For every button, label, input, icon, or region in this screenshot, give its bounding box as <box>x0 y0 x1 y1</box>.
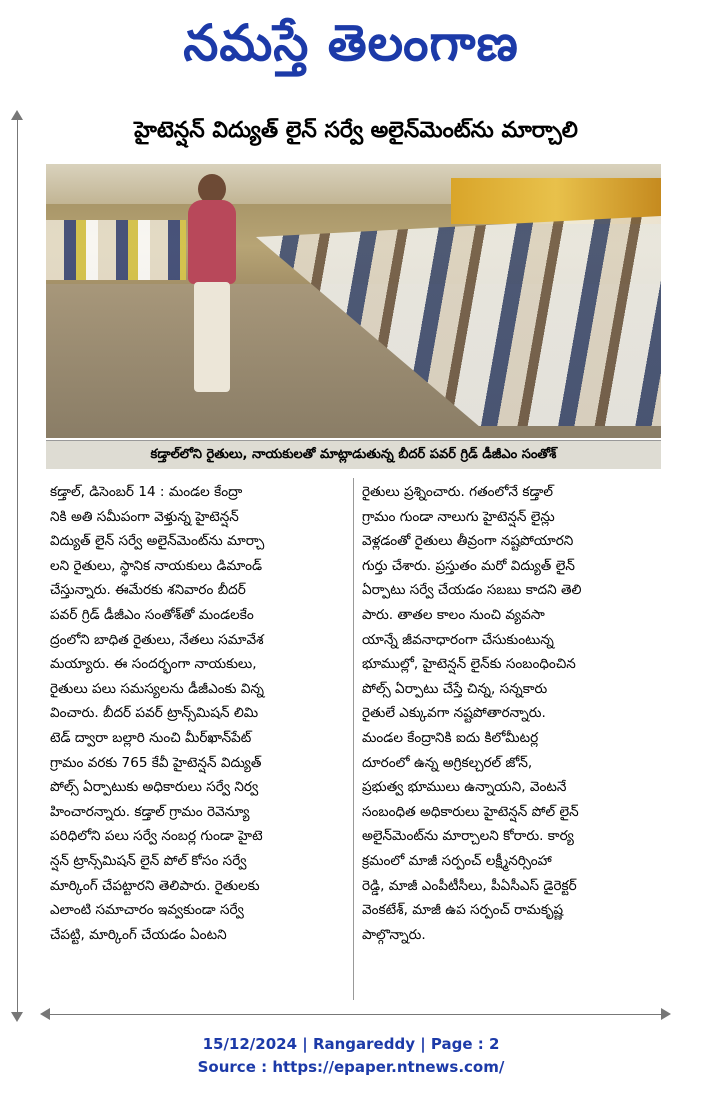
article-text-line: నికి అతి సమీపంగా వెళ్తున్న హైటెన్షన్ <box>50 508 239 525</box>
photo-seated-people-left <box>46 220 186 280</box>
article-text-line: ప్రభుత్వ భూములు ఉన్నాయని, వెంటనే <box>362 779 567 796</box>
article-text-line: న్షన్ ట్రాన్స్‌మిషన్ లైన్ పోల్ కోసం సర్వే <box>50 852 247 869</box>
article-text-line: సంబంధిత అధికారులు హైటెన్షన్ పోల్ లైన్ <box>362 803 579 820</box>
article-text-line: రైతులే ఎక్కువగా నష్టపోతారన్నారు. <box>362 705 546 722</box>
article-text-line: పోల్స్ ఏర్పాటు చేస్తే చిన్న, సన్నకారు <box>362 680 548 697</box>
article-text-line: రెడ్డి, మాజీ ఎంపీటీసీలు, పీఏసీఎస్ డైరెక్టర్ <box>362 877 577 894</box>
vertical-measure-arrow-bottom <box>11 1012 23 1022</box>
article-text-line: వెళ్లడంతో రైతులు తీవ్రంగా నష్టపోయారని <box>362 533 574 550</box>
horizontal-measure-line <box>48 1014 663 1015</box>
article-text-line: వెంకటేశ్, మాజీ ఉప సర్పంచ్ రామకృష్ణ <box>362 902 564 919</box>
article-text-line: మార్కింగ్ చేపట్టారని తెలిపారు. రైతులకు <box>50 877 260 894</box>
article-text-line: చేస్తున్నారు. ఈమేరకు శనివారం బీదర్ <box>50 582 246 599</box>
article-text-line: విద్యుత్ లైన్ సర్వే అలైన్‌మెంట్‌ను మార్చా <box>50 533 265 550</box>
article-text-line: హించారన్నారు. కడ్తాల్ గ్రామం రెవెన్యూ <box>50 803 250 820</box>
column-divider <box>353 478 354 1000</box>
article-text-line: పవర్ గ్రిడ్ డీజీఎం సంతోశ్‌తో మండలకేం <box>50 606 254 623</box>
article-text-line: దూరంలో ఉన్న అగ్రికల్చరల్ జోన్, <box>362 754 533 771</box>
article-text-line: యాన్నే జీవనాధారంగా చేసుకుంటున్న <box>362 631 554 648</box>
article-text-line: కడ్తాల్, డిసెంబర్ 14 : మండల కేంద్రా <box>50 484 243 500</box>
article-text-line: మయ్యారు. ఈ సందర్భంగా నాయకులు, <box>50 656 257 673</box>
horizontal-measure-arrow-right <box>661 1008 671 1020</box>
article-text-line: ఏర్పాటు సర్వే చేయడం సబబు కాదని తెలి <box>362 582 582 599</box>
article-text-line: క్రమంలో మాజీ సర్పంచ్ లక్ష్మీనర్సింహా <box>362 852 552 869</box>
article-text-line: గుర్తు చేశారు. ప్రస్తుతం మరో విద్యుత్ లైన్ <box>362 557 575 574</box>
photo-speaker-trousers <box>194 282 230 392</box>
article-text-line: పాల్గొన్నారు. <box>362 926 426 943</box>
article-text-line: పరిధిలోని పలు సర్వే నంబర్ల గుండా హైటె <box>50 828 263 845</box>
article-column-left <box>50 480 350 947</box>
article-text-line: టెడ్ ద్వారా బల్లారి నుంచి మీర్‌ఖాన్‌పేట్ <box>50 729 252 746</box>
article-text-line: లని రైతులు, స్థానిక నాయకులు డిమాండ్ <box>50 557 263 574</box>
article-text-line: మండల కేంద్రానికి ఐదు కిలోమీటర్ల <box>362 729 539 746</box>
article-text-line: ద్రంలోని బాధిత రైతులు, నేతలు సమావేశ <box>50 631 264 648</box>
photo-stage-backdrop <box>451 178 661 224</box>
footer-source-link[interactable]: Source : https://epaper.ntnews.com/ <box>197 1058 505 1076</box>
vertical-measure-line <box>17 118 18 1015</box>
article-text-line: పారు. తాతల కాలం నుంచి వ్యవసా <box>362 606 545 623</box>
newspaper-masthead: నమస్తే తెలంగాణ <box>183 13 519 72</box>
article-text-line: అలైన్‌మెంట్‌ను మార్చాలని కోరారు. కార్య <box>362 828 574 845</box>
article-text-line: ఎలాంటి సమాచారం ఇవ్వకుండా సర్వే <box>50 902 244 919</box>
article-text-line: గ్రామం వరకు 765 కేవీ హైటెన్షన్ విద్యుత్ <box>50 754 262 771</box>
article-text-line: భూముల్లో, హైటెన్షన్ లైన్‌కు సంబంధించిన <box>362 656 576 673</box>
article-text-line: గ్రామం గుండా నాలుగు హైటెన్షన్ లైన్లు <box>362 508 555 525</box>
article-headline: హైటెన్షన్ విద్యుత్ లైన్ సర్వే అలైన్‌మెంట్‌ను మార్చాలి <box>134 118 578 143</box>
article-text-line: పోల్స్ ఏర్పాటుకు అధికారులు సర్వే నిర్వ <box>50 779 259 796</box>
photo-caption: కడ్తాల్‌లోని రైతులు, నాయకులతో మాట్లాడుతున్న బీదర్ పవర్ గ్రిడ్ డీజీఎం సంతోశ్ <box>46 440 661 469</box>
article-text-line: రైతులు పలు సమస్యలను డీజీఎంకు విన్న <box>50 680 264 697</box>
article-text-line: వించారు. బీదర్ పవర్ ట్రాన్స్‌మిషన్ లిమి <box>50 705 259 722</box>
photo-speaker-shirt <box>188 200 236 284</box>
article-text-line: చేపట్టి, మార్కింగ్ చేయడం ఏంటని <box>50 926 227 943</box>
article-column-right <box>362 480 662 947</box>
article-text-line: రైతులు ప్రశ్నించారు. గతంలోనే కడ్తాల్ <box>362 484 553 500</box>
footer-date-edition-page: 15/12/2024 | Rangareddy | Page : 2 <box>202 1035 500 1053</box>
article-photo <box>46 164 661 438</box>
